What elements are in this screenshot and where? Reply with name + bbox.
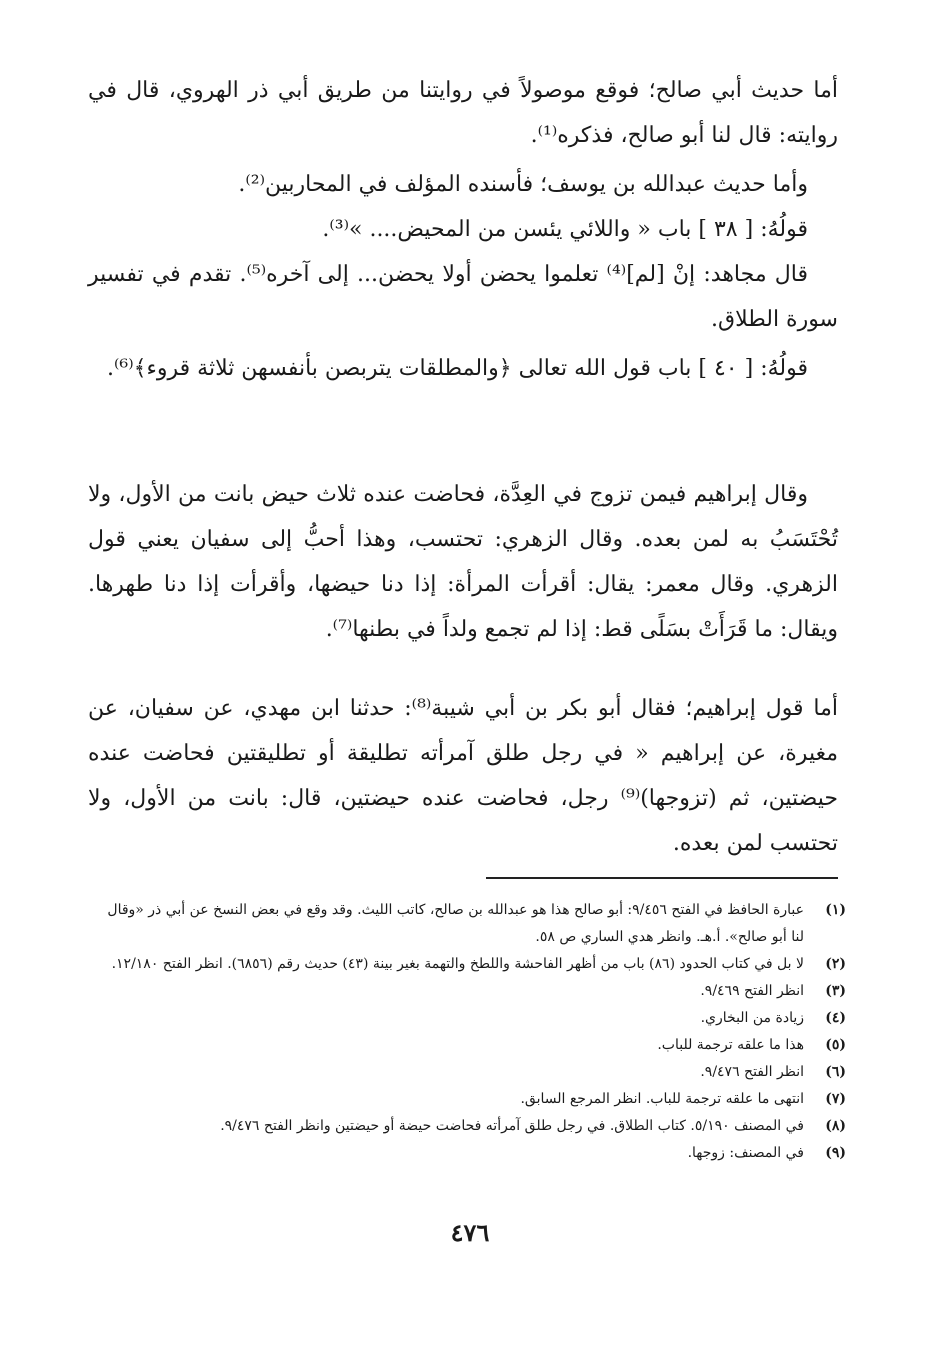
footnote-6 [96,1059,846,1086]
footnote-number: (٩) [825,1145,846,1161]
footnote-text: لا بل في كتاب الحدود (٨٦) باب من أظهر الفاحشة واللطخ والتهمة بغير بينة (٤٣) حديث رقم (٦٨٥٦). انظر الفتح ١٢/١٨٠. [111,956,804,972]
paragraph-abu-bakr-shayba: أما قول إبراهيم؛ فقال أبو بكر بن أبي شيبة⁽⁸⁾: حدثنا ابن مهدي، عن سفيان، عن مغيرة، عن إبراهيم « في رجل طلق آمرأته تطليقة أو تطليقتين فحاضت عنده حيضتين، ثم (تزوجها)⁽⁹⁾ رجل، فحاضت عنده حيضتين، قال: بانت من الأول، ولا تحتسب لمن بعده. [88,696,839,856]
footnote-5 [96,1032,846,1059]
footnote-text: انظر الفتح ٩/٤٧٦. [700,1064,804,1080]
footnote-9 [96,1140,846,1167]
paragraph-ibrahim-idda: وقال إبراهيم فيمن تزوج في العِدَّة، فحاضت عنده ثلاث حيض بانت من الأول، ولا تُحْتَسَبُ به لمن بعده. وقال الزهري: تحتسب، وهذا أحبُّ إلى سفيان يعني قول الزهري. وقال معمر: يقال: أقرأت المرأة: إذا دنا حيضها، وأقرأت إذا دنا طهرها. ويقال: ما قَرَأَتْ بسَلًى قط: إذا لم تجمع ولداً في بطنها⁽⁷⁾. [88,482,838,642]
main-text-abu-bakr [88,686,838,866]
footnote-text: عبارة الحافظ في الفتح ٩/٤٥٦: أبو صالح هذا هو عبدالله بن صالح، كاتب الليث. وقد وقع في بعض النسخ عن أبي ذر «وقال لنا أبو صالح». أ.هـ. وانظر هدي الساري ص ٥٨. [107,902,804,945]
footnote-3 [96,978,846,1005]
footnote-number: (٧) [825,1091,846,1107]
footnote-text: هذا ما علقه ترجمة للباب. [657,1037,804,1053]
footnote-number: (٨) [825,1118,846,1134]
footnote-text: انظر الفتح ٩/٤٦٩. [700,983,804,999]
paragraph-mujahid: قال مجاهد: إنْ [لم]⁽⁴⁾ تعلموا يحضن أولا يحضن... إلى آخره⁽⁵⁾. تقدم في تفسير سورة الطلاق. [88,262,838,332]
footnote-number: (٣) [825,983,846,999]
footnote-8 [96,1113,846,1140]
footnote-number: (٢) [825,956,846,972]
footnote-number: (٤) [825,1010,846,1026]
paragraph-chapter-38: قولُهُ: [ ٣٨ ] باب « واللائي يئسن من المحيض.... »⁽³⁾. [322,217,808,242]
footnote-text: في المصنف ٥/١٩٠. كتاب الطلاق. في رجل طلق آمرأته فحاضت حيضة أو حيضتين وانظر الفتح ٩/٤٧٦. [220,1118,804,1134]
main-text-ibrahim [88,472,838,652]
main-text-top [88,68,838,391]
paragraph-abu-salih: أما حديث أبي صالح؛ فوقع موصولاً في روايتنا من طريق أبي ذر الهروي، قال في روايته: قال لنا أبو صالح، فذكره⁽¹⁾. [88,78,838,148]
footnote-1 [96,897,846,951]
page-number: ٤٧٦ [450,1218,490,1247]
footnote-number: (٥) [825,1037,846,1053]
footnote-number: (١) [825,902,846,918]
footnote-2 [96,951,846,978]
paragraph-chapter-40: قولُهُ: [ ٤٠ ] باب قول الله تعالى ﴿والمطلقات يتربصن بأنفسهن ثلاثة قروء﴾⁽⁶⁾. [107,356,808,381]
footnote-4 [96,1005,846,1032]
footnote-divider [486,877,838,879]
paragraph-abdullah-yusuf: وأما حديث عبدالله بن يوسف؛ فأسنده المؤلف في المحاربين⁽²⁾. [238,172,808,197]
footnote-number: (٦) [825,1064,846,1080]
footnote-text: انتهى ما علقه ترجمة للباب. انظر المرجع السابق. [520,1091,804,1107]
footnote-7 [96,1086,846,1113]
footnote-text: زيادة من البخاري. [700,1010,804,1026]
footnote-text: في المصنف: زوجها. [687,1145,804,1161]
footnotes [96,897,846,1167]
